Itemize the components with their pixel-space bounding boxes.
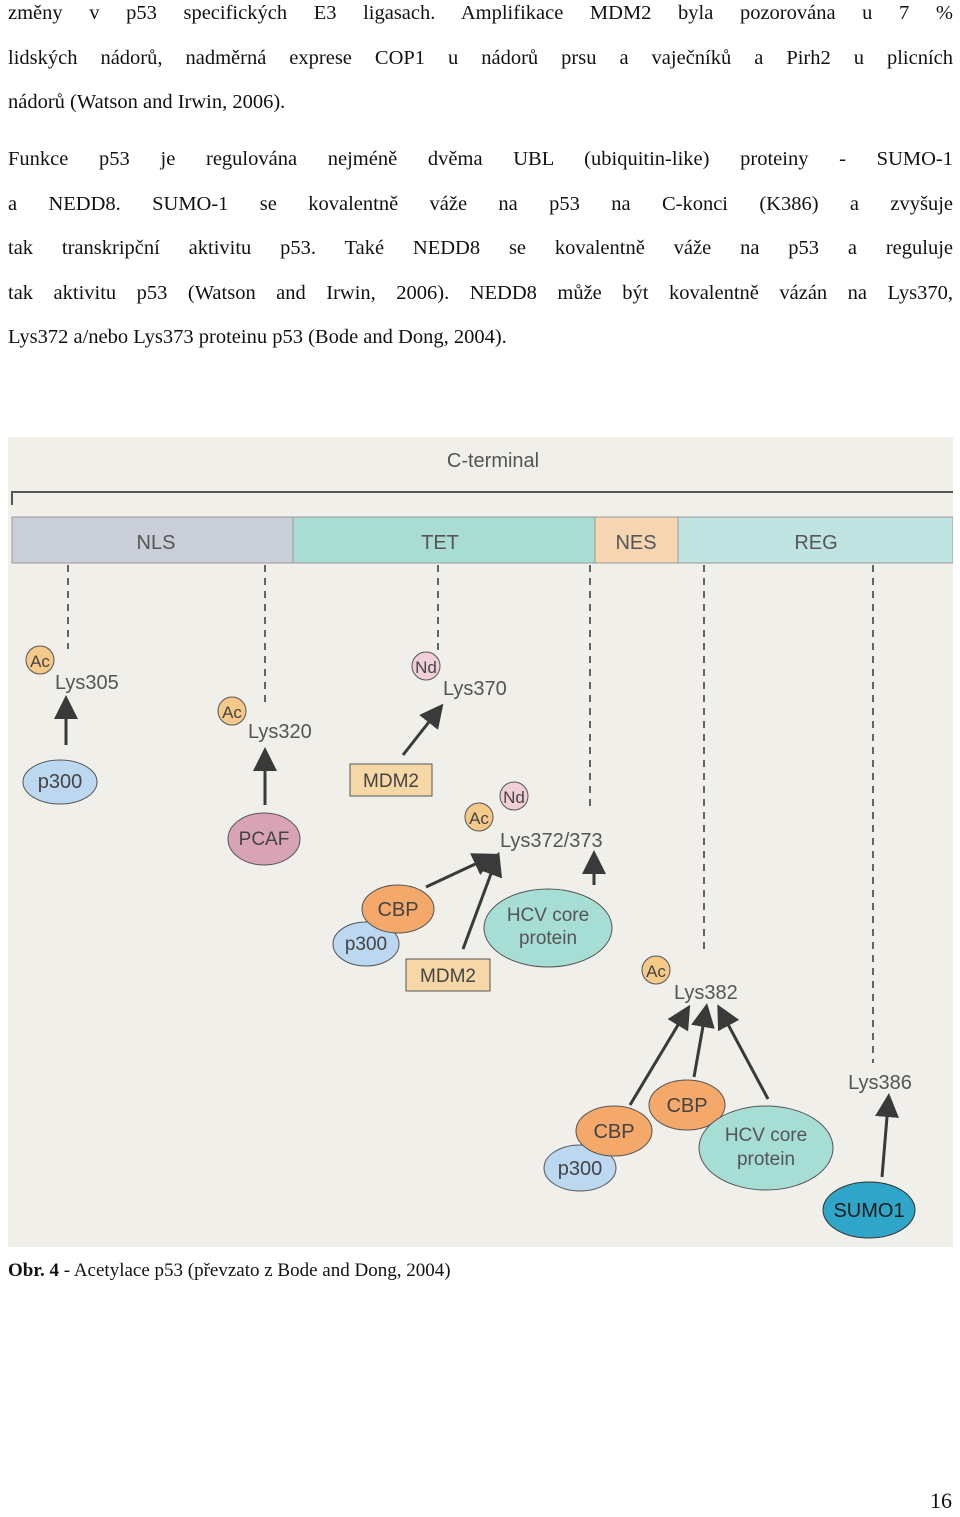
enzyme-label: PCAF [238,829,290,850]
site-lys382: Lys382 [674,982,738,1004]
enzyme-label: HCV core [724,1125,808,1146]
text-line: Funkce p53 je regulována nejméně dvěma UBL (ubiquitin-like) proteiny - SUMO-1 [8,148,953,170]
enzyme-label: protein [518,928,578,949]
enzyme-label: protein [736,1149,796,1170]
text-line: Lys372 a/nebo Lys373 proteinu p53 (Bode and Dong, 2004). [8,326,507,348]
paragraph-1 [8,0,953,125]
figure-title: C-terminal [446,450,540,472]
domain-label-tet: TET [421,532,459,554]
enzyme-label: p300 [344,934,388,955]
acetyl-label: Ac [646,962,666,981]
text-line: lidských nádorů, nadměrná exprese COP1 u nádorů prsu a vaječníků a Pirh2 u plicních [8,46,953,69]
caption-label: Obr. 4 [8,1260,60,1281]
enzyme-label: MDM2 [420,966,476,987]
acetyl-label: Ac [222,703,242,722]
domain-label-nes: NES [615,532,657,554]
domain-label-nls: NLS [136,532,176,554]
text-line: tak aktivitu p53 (Watson and Irwin, 2006). NEDD8 může být kovalentně vázán na Lys370, [8,281,953,304]
site-lys370: Lys370 [443,678,507,700]
figure-caption [8,1260,451,1282]
site-lys386: Lys386 [848,1072,912,1094]
text-line: tak transkripční aktivitu p53. Také NEDD8 se kovalentně váže na p53 a reguluje [8,237,953,259]
domain-bar [12,517,953,563]
domain-label-reg: REG [794,532,838,554]
site-lys305: Lys305 [55,672,119,694]
site-lys320: Lys320 [248,721,312,743]
enzyme-label: CBP [666,1095,708,1117]
acetyl-label: Ac [469,809,489,828]
enzyme-label: CBP [593,1121,635,1143]
caption-text: - Acetylace p53 (převzato z Bode and Dong, 2004) [59,1260,451,1281]
p53-acetylation-figure [8,437,953,1247]
paragraph-2 [8,137,953,360]
enzyme-label: MDM2 [363,771,419,792]
acetyl-label: Ac [30,652,50,671]
neddyl-label: Nd [503,788,525,807]
text-line: a NEDD8. SUMO-1 se kovalentně váže na p53 na C-konci (K386) a zvyšuje [8,192,953,215]
neddyl-label: Nd [415,658,437,677]
enzyme-label: SUMO1 [833,1200,905,1222]
enzyme-label: CBP [377,899,419,921]
text-line: nádorů (Watson and Irwin, 2006). [8,91,286,113]
enzyme-label: p300 [557,1158,603,1180]
enzyme-label: p300 [37,771,83,793]
enzyme-label: HCV core [506,905,590,926]
text-line: změny v p53 specifických E3 ligasach. Amplifikace MDM2 byla pozorována u 7 % [8,2,953,24]
enzyme-hcv-core [699,1106,833,1190]
page-number: 16 [930,1488,952,1513]
site-lys372-373: Lys372/373 [500,830,603,852]
